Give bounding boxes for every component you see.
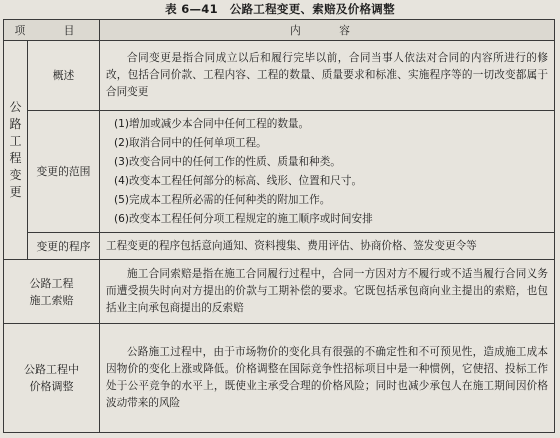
overview-content: 合同变更是指合同成立以后和履行完毕以前，合同当事人依法对合同的内容所进行的修改，包括合同价款、工程内容、工程的数量、质量要求和标准、实施程序等的一切改变都属于合同变更 bbox=[100, 41, 555, 111]
row-label-claims: 公路工程 施工索赔 bbox=[4, 260, 100, 324]
list-item: (3)改变合同中的任何工作的性质、质量和种类。 bbox=[114, 155, 341, 168]
scope-list bbox=[100, 111, 555, 233]
row-label-price-adjustment: 公路工程中 价格调整 bbox=[4, 324, 100, 433]
info-table bbox=[3, 19, 555, 433]
table-header-row bbox=[4, 20, 555, 41]
list-item: (2)取消合同中的任何单项工程。 bbox=[114, 136, 267, 149]
header-col-content: 内 容 bbox=[100, 20, 555, 41]
price-adjustment-content: 公路施工过程中，由于市场物价的变化具有很强的不确定性和不可预见性，造成施工成本因物价的变化上涨或降低。价格调整在国际竞争性招标项目中是一种惯例，它使招、投标工作处于公平竞争的水平上，既使业主承受合理的价格风险；同时也减少承包人在施工期间因价格波动带来的风险 bbox=[100, 324, 555, 433]
list-item: (6)改变本工程任何分项工程规定的施工顺序或时间安排 bbox=[114, 212, 373, 225]
list-item: (4)改变本工程任何部分的标高、线形、位置和尺寸。 bbox=[114, 174, 363, 187]
header-col-item: 项 目 bbox=[4, 20, 100, 41]
category-change-cell: 公路工程变更 bbox=[4, 41, 28, 260]
procedure-content: 工程变更的程序包括意向通知、资料搜集、费用评估、协商价格、签发变更令等 bbox=[100, 233, 555, 260]
claims-content: 施工合同索赔是指在施工合同履行过程中，合同一方因对方不履行或不适当履行合同义务而遭受损失时向对方提出的价款与工期补偿的要求。它既包括承包商向业主提出的索赔，也包括业主向承包商提出的反索赔 bbox=[100, 260, 555, 324]
table-row bbox=[4, 233, 555, 260]
row-label-procedure: 变更的程序 bbox=[28, 233, 100, 260]
table-row bbox=[4, 324, 555, 433]
row-label-overview: 概述 bbox=[28, 41, 100, 111]
list-item: (1)增加或减少本合同中任何工程的数量。 bbox=[114, 117, 310, 130]
list-item: (5)完成本工程所必需的任何种类的附加工作。 bbox=[114, 193, 331, 206]
table-row bbox=[4, 41, 555, 111]
table-row bbox=[4, 111, 555, 233]
table-row bbox=[4, 260, 555, 324]
table-caption: 表 6—41 公路工程变更、索赔及价格调整 bbox=[165, 2, 395, 16]
row-label-scope: 变更的范围 bbox=[28, 111, 100, 233]
